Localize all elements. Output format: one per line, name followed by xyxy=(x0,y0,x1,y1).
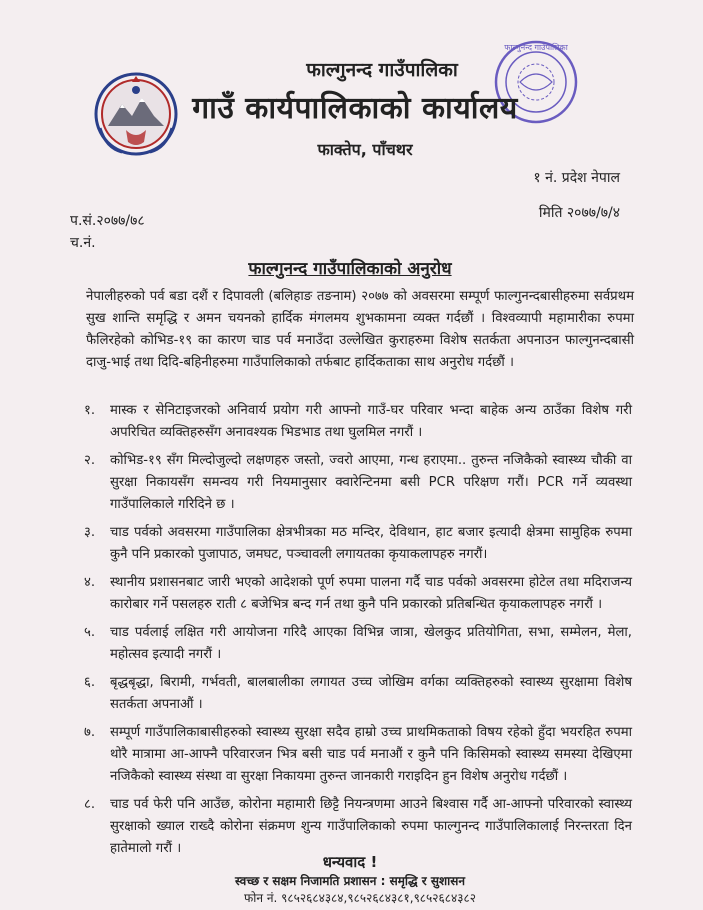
dispatch-number: च.नं. xyxy=(70,235,96,251)
item-text: चाड पर्वलाई लक्षित गरी आयोजना गरिदै आएका विभिन्न जात्रा, खेलकुद प्रतियोगिता, सभा, सम्मेलन, मेला, महोत्सव इत्यादी नगरौं । xyxy=(110,625,632,662)
intro-paragraph: नेपालीहरुको पर्व बडा दशैं र दिपावली (बलिहाङ तङनाम) २०७७ को अवसरमा सम्पूर्ण फाल्गुनन्दबासीहरुमा सर्वप्रथम सुख शान्ति समृद्धि र अमन चयनको हार्दिक मंगलमय शुभकामना व्यक्त गर्दछौं । विश्वव्यापी महामारीका रुपमा फैलिरहेको कोभिड-१९ का कारण चाड पर्व मनाउँदा उल्लेखित कुराहरुमा विशेष सतर्कता अपनाउन फाल्गुनन्दबासी दाजु-भाई तथा दिदि-बहिनीहरुमा गाउँपालिकाको तर्फबाट हार्दिकताका साथ अनुरोध गर्दछौं । xyxy=(86,289,634,370)
list-item xyxy=(84,794,632,860)
office-location: फाक्तेप, पाँचथर xyxy=(317,140,413,159)
item-number: २. xyxy=(84,453,96,468)
letter-heading: फाल्गुनन्द गाउँपालिकाको अनुरोध xyxy=(248,259,452,279)
item-text: सम्पूर्ण गाउँपालिकाबासीहरुको स्वास्थ्य सुरक्षा सदैव हाम्रो उच्च प्राथमिकताको विषय रहेको हुँदा भयरहित रुपमा थोरै मात्रामा आ-आफ्नै परिवारजन भित्र बसी चाड पर्व मनाऔं र कुनै पनि किसिमको स्वास्थ्य समस्या देखिएमा नजिकैको स्वास्थ्य संस्था वा सुरक्षा निकायमा तुरुन्त जानकारी गराइदिन हुन विशेष अनुरोध गर्दछौं । xyxy=(110,725,632,784)
item-text: स्थानीय प्रशासनबाट जारी भएको आदेशको पूर्ण रुपमा पालना गर्दै चाड पर्वको अवसरमा होटेल तथा मदिराजन्य कारोबार गर्ने पसलहरु राती ८ बजेभित्र बन्द गर्न तथा कुनै पनि प्रकारको प्रतिबन्धित कृयाकलापहरु नगरौं । xyxy=(110,575,632,612)
item-text: चाड पर्वको अवसरमा गाउँपालिका क्षेत्रभीत्रका मठ मन्दिर, देविथान, हाट बजार इत्यादी क्षेत्रमा सामुहिक रुपमा कुनै पनि प्रकारको पुजापाठ, जमघट, पञ्चावली लगायतका कृयाकलापहरु नगरौं। xyxy=(110,525,632,562)
office-title: गाउँ कार्यपालिकाको कार्यालय xyxy=(192,91,518,126)
thanks-text: धन्यवाद ! xyxy=(322,853,378,871)
list-item xyxy=(84,572,632,616)
item-number: १. xyxy=(84,403,96,418)
list-item xyxy=(84,450,632,516)
item-number: ४. xyxy=(84,575,96,590)
list-item xyxy=(84,722,632,788)
list-item xyxy=(84,400,632,444)
item-number: ३. xyxy=(84,525,96,540)
reference-number: प.सं.२०७७/७८ xyxy=(70,213,145,229)
province-label: १ नं. प्रदेश नेपाल xyxy=(533,170,620,186)
item-number: ७. xyxy=(84,725,96,740)
nepal-emblem-icon xyxy=(92,68,180,158)
item-number: ८. xyxy=(84,797,96,812)
municipality-subtitle: फाल्गुनन्द गाउँपालिका xyxy=(306,59,458,81)
svg-text:फाल्गुनन्द गाउँपालिका: फाल्गुनन्द गाउँपालिका xyxy=(504,43,568,52)
item-text: कोभिड-१९ सँग मिल्दोजुल्दो लक्षणहरु जस्तो, ज्वरो आएमा, गन्ध हराएमा.. तुरुन्त नजिकैको स्वास्थ्य चौकी वा सुरक्षा निकायसँग समन्वय गरी नियमानुसार क्वारेन्टिनमा बसी PCR परिक्षण गरौं। PCR गर्ने व्यवस्था गाउँपालिकाले गरिदिने छ । xyxy=(110,453,632,512)
footer-slogan: स्वच्छ र सक्षम निजामति प्रशासन : समृद्धि र सुशासन xyxy=(234,874,465,888)
list-item xyxy=(84,522,632,566)
item-text: बृद्धबृद्धा, बिरामी, गर्भवती, बालबालीका लगायत उच्च जोखिम वर्गका व्यक्तिहरुको स्वास्थ्य सुरक्षामा विशेष सतर्कता अपनाऔं । xyxy=(110,675,632,712)
item-text: मास्क र सेनिटाइजरको अनिवार्य प्रयोग गरी आफ्नो गाउँ-घर परिवार भन्दा बाहेक अन्य ठाउँका विशेष गरी अपरिचित व्यक्तिहरुसँग अनावश्यक भिडभाड तथा घुलमिल नगरौं । xyxy=(110,403,632,440)
request-list xyxy=(84,400,632,866)
item-text: चाड पर्व फेरी पनि आउँछ, कोरोना महामारी छिट्टै नियन्त्रणमा आउने बिश्वास गर्दै आ-आफ्नो परिवारको स्वास्थ्य सुरक्षाको ख्याल राख्दै कोरोना संक्रमण शुन्य गाउँपालिकाको रुपमा फाल्गुनन्द गाउँपालिकालाई निरन्तरता दिन हातेमालो गरौं । xyxy=(110,797,632,856)
letter-date: मिति २०७७/७/४ xyxy=(538,205,620,221)
item-number: ६. xyxy=(84,675,96,690)
footer-phone: फोन नं. ९८५२६८४३८४,९८५२६८४३८१,९८५२६८४३८२ xyxy=(244,891,476,905)
list-item xyxy=(84,622,632,666)
list-item xyxy=(84,672,632,716)
item-number: ५. xyxy=(84,625,96,640)
